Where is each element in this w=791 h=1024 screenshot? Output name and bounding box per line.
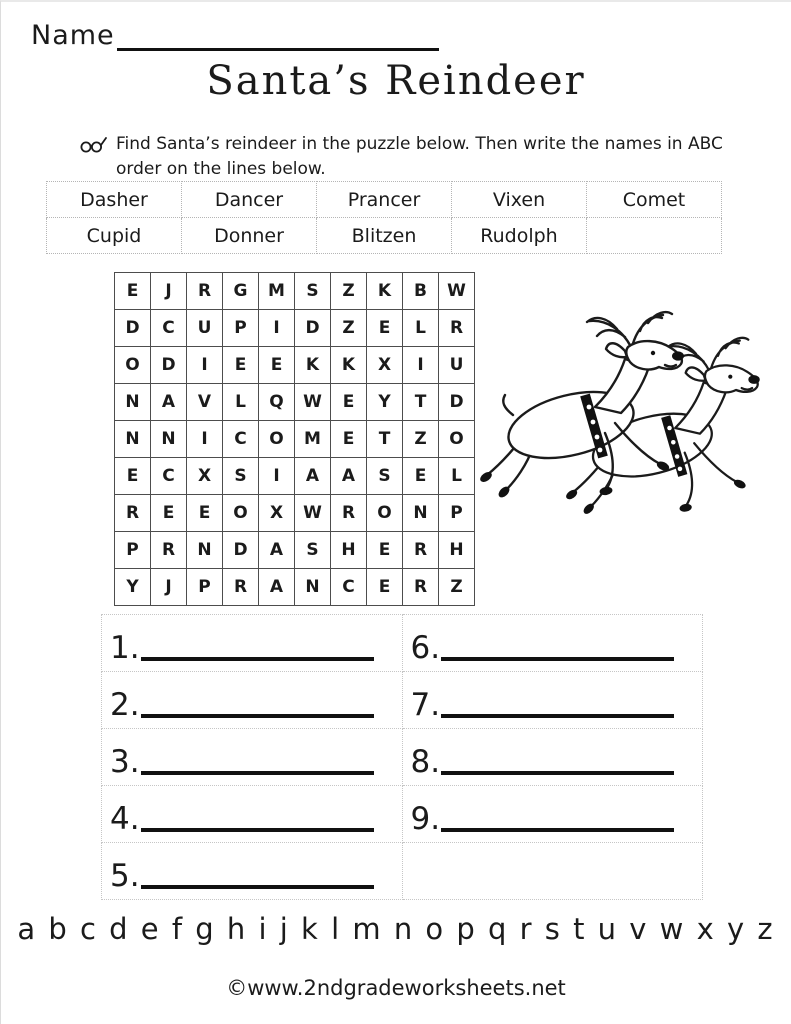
word-search-cell: D <box>115 310 151 347</box>
word-search-cell: C <box>223 421 259 458</box>
word-search-cell: T <box>367 421 403 458</box>
word-search-cell: D <box>439 384 475 421</box>
word-search-cell: R <box>187 273 223 310</box>
word-search-cell: L <box>439 458 475 495</box>
word-search-cell: K <box>295 347 331 384</box>
word-search-cell: Y <box>367 384 403 421</box>
word-search-cell: E <box>367 569 403 606</box>
word-search-cell: S <box>367 458 403 495</box>
word-search-cell: M <box>259 273 295 310</box>
answer-blank-line[interactable] <box>441 710 674 718</box>
word-search-cell: P <box>115 532 151 569</box>
word-search-row <box>115 273 475 310</box>
word-search-cell: E <box>331 384 367 421</box>
word-search-row <box>115 532 475 569</box>
answer-blank-line[interactable] <box>141 653 374 661</box>
word-bank-row <box>47 218 722 254</box>
word-bank-word: Donner <box>182 218 317 254</box>
answer-blank-line[interactable] <box>441 653 674 661</box>
answer-blank-line[interactable] <box>141 710 374 718</box>
answer-cell <box>102 843 403 900</box>
word-search-cell: W <box>439 273 475 310</box>
name-blank-line[interactable] <box>117 21 439 51</box>
word-search-cell: D <box>295 310 331 347</box>
word-bank-word: Vixen <box>452 182 587 218</box>
word-bank-word: Dancer <box>182 182 317 218</box>
word-search-cell: H <box>331 532 367 569</box>
answer-cell <box>102 672 403 729</box>
footer-credit: ©www.2ndgradeworksheets.net <box>226 976 566 1000</box>
word-search-cell: X <box>367 347 403 384</box>
answer-lines-table <box>101 614 703 900</box>
word-search-cell: E <box>115 273 151 310</box>
answer-number: 7. <box>410 687 441 723</box>
word-bank-word: Cupid <box>47 218 182 254</box>
word-search-cell: P <box>223 310 259 347</box>
word-search-cell: E <box>223 347 259 384</box>
answer-row <box>102 672 703 729</box>
word-search-cell: E <box>115 458 151 495</box>
word-search-cell: V <box>187 384 223 421</box>
word-search-cell: D <box>151 347 187 384</box>
page-title: Santa’s Reindeer <box>206 58 586 104</box>
word-search-cell: K <box>367 273 403 310</box>
word-search-row <box>115 421 475 458</box>
word-search-cell: W <box>295 495 331 532</box>
word-search-cell: N <box>151 421 187 458</box>
word-search-cell: B <box>403 273 439 310</box>
word-search-cell: N <box>115 384 151 421</box>
answer-blank-line[interactable] <box>141 824 374 832</box>
word-search-grid <box>114 272 475 606</box>
word-search-cell: R <box>223 569 259 606</box>
word-search-cell: A <box>259 532 295 569</box>
word-search-cell: U <box>187 310 223 347</box>
word-search-row <box>115 347 475 384</box>
word-search-cell: I <box>259 458 295 495</box>
word-search-cell: C <box>151 458 187 495</box>
word-search-cell: N <box>115 421 151 458</box>
alphabet-strip: a b c d e f g h i j k l m n o p q r s t u v w x y z <box>17 912 775 946</box>
word-search-cell: S <box>223 458 259 495</box>
word-search-cell: E <box>367 532 403 569</box>
word-search-cell: R <box>403 569 439 606</box>
word-search-cell: O <box>439 421 475 458</box>
word-search-row <box>115 310 475 347</box>
word-search-cell: Z <box>403 421 439 458</box>
word-search-cell: R <box>331 495 367 532</box>
word-search-row <box>115 495 475 532</box>
word-search-cell: O <box>223 495 259 532</box>
answer-row <box>102 729 703 786</box>
word-search-cell: R <box>115 495 151 532</box>
word-search-cell: A <box>151 384 187 421</box>
word-bank-word: Blitzen <box>317 218 452 254</box>
answer-row <box>102 615 703 672</box>
word-search-cell: L <box>223 384 259 421</box>
answer-cell <box>402 843 703 900</box>
word-search-cell: G <box>223 273 259 310</box>
word-search-cell: A <box>295 458 331 495</box>
word-search-row <box>115 384 475 421</box>
answer-cell <box>102 786 403 843</box>
answer-cell <box>402 729 703 786</box>
word-search-cell: J <box>151 273 187 310</box>
word-search-cell: E <box>187 495 223 532</box>
eyeglasses-icon <box>79 136 107 154</box>
instructions-text: Find Santa’s reindeer in the puzzle below. Then write the names in ABC order on the lines below. <box>116 134 723 179</box>
answer-number: 8. <box>410 744 441 780</box>
word-search-cell: U <box>439 347 475 384</box>
word-search-cell: H <box>439 532 475 569</box>
word-search-cell: K <box>331 347 367 384</box>
answer-number: 9. <box>410 801 441 837</box>
word-search-cell: O <box>115 347 151 384</box>
word-bank-word: Rudolph <box>452 218 587 254</box>
word-search-row <box>115 569 475 606</box>
word-bank-word: Prancer <box>317 182 452 218</box>
answer-number: 3. <box>110 744 140 780</box>
word-search-cell: Y <box>115 569 151 606</box>
word-search-cell: M <box>295 421 331 458</box>
word-search-cell: C <box>151 310 187 347</box>
word-search-cell: J <box>151 569 187 606</box>
answer-blank-line[interactable] <box>441 824 674 832</box>
word-search-cell: O <box>367 495 403 532</box>
answer-number: 4. <box>110 801 140 837</box>
name-row <box>31 20 439 51</box>
word-search-cell: E <box>403 458 439 495</box>
answer-row <box>102 786 703 843</box>
answer-cell <box>402 672 703 729</box>
word-search-cell: S <box>295 532 331 569</box>
word-search-cell: P <box>439 495 475 532</box>
answer-row <box>102 843 703 900</box>
instructions <box>79 132 741 181</box>
word-bank-word <box>587 218 722 254</box>
word-search-cell: L <box>403 310 439 347</box>
word-search-cell: I <box>259 310 295 347</box>
answer-number: 6. <box>410 630 441 666</box>
answer-cell <box>402 786 703 843</box>
word-search-row <box>115 458 475 495</box>
word-search-cell: D <box>223 532 259 569</box>
word-search-cell: E <box>331 421 367 458</box>
answer-blank-line[interactable] <box>441 767 674 775</box>
word-search-cell: R <box>151 532 187 569</box>
word-bank <box>46 181 722 254</box>
answer-number: 2. <box>110 687 140 723</box>
answer-cell <box>102 615 403 672</box>
word-search-cell: E <box>367 310 403 347</box>
word-search-cell: R <box>403 532 439 569</box>
word-search-cell: I <box>187 347 223 384</box>
word-bank-word: Dasher <box>47 182 182 218</box>
word-search-cell: A <box>259 569 295 606</box>
answer-blank-line[interactable] <box>141 767 374 775</box>
word-bank-word: Comet <box>587 182 722 218</box>
word-search-cell: X <box>259 495 295 532</box>
word-search-cell: R <box>439 310 475 347</box>
answer-cell <box>102 729 403 786</box>
word-search-cell: T <box>403 384 439 421</box>
word-search-cell: E <box>151 495 187 532</box>
word-search-cell: N <box>403 495 439 532</box>
word-search-cell: S <box>295 273 331 310</box>
word-search-cell: N <box>187 532 223 569</box>
answer-blank-line[interactable] <box>141 881 374 889</box>
word-search-cell: X <box>187 458 223 495</box>
word-bank-row <box>47 182 722 218</box>
word-search-cell: I <box>187 421 223 458</box>
word-search-cell: A <box>331 458 367 495</box>
word-search-cell: O <box>259 421 295 458</box>
answer-number: 5. <box>110 858 140 894</box>
word-search-cell: Z <box>331 310 367 347</box>
name-label: Name <box>31 20 115 51</box>
word-search-cell: Q <box>259 384 295 421</box>
word-search-cell: Z <box>439 569 475 606</box>
word-search-cell: N <box>295 569 331 606</box>
answer-cell <box>402 615 703 672</box>
word-search-cell: Z <box>331 273 367 310</box>
word-search-cell: P <box>187 569 223 606</box>
word-search-cell: C <box>331 569 367 606</box>
word-search-cell: W <box>295 384 331 421</box>
word-search-cell: I <box>403 347 439 384</box>
reindeer-illustration <box>477 292 791 548</box>
answer-number: 1. <box>110 630 140 666</box>
word-search-cell: E <box>259 347 295 384</box>
